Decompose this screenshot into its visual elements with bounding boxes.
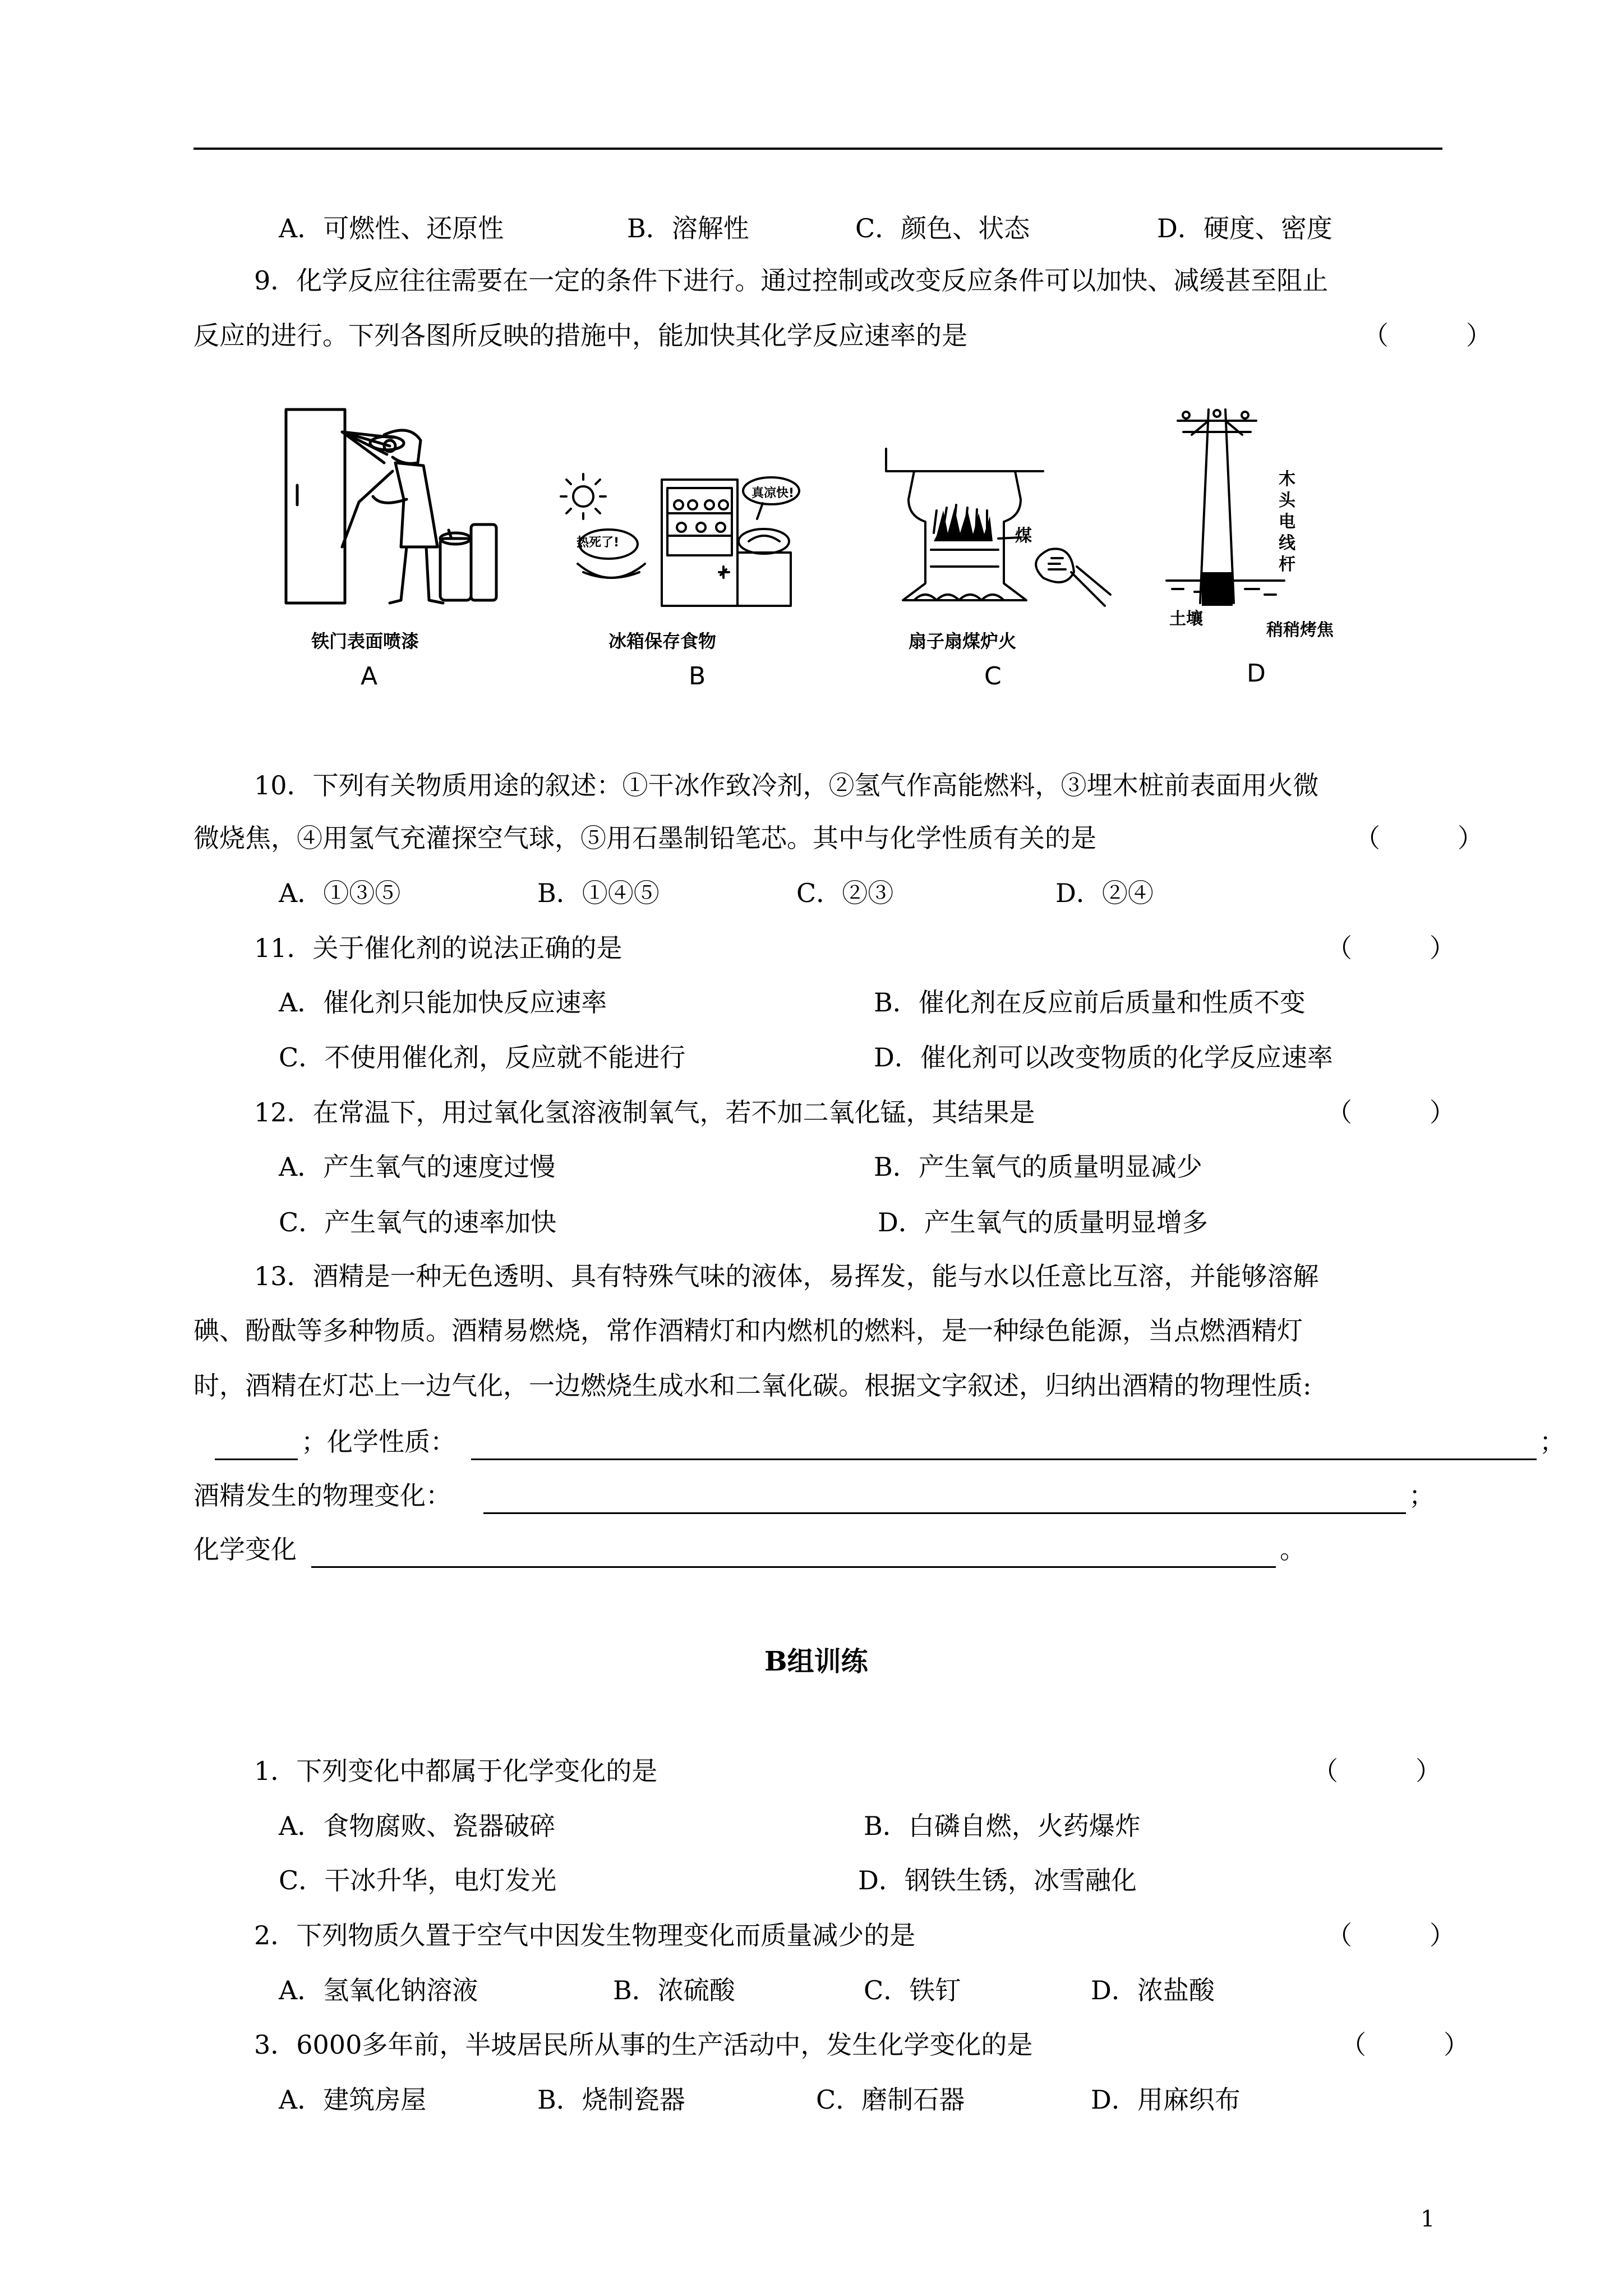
- q10-answer-paren: （ ）: [1354, 823, 1483, 853]
- figure-d-pole-label: 木头电线杆: [1279, 470, 1295, 574]
- b1-answer-paren: （ ）: [1312, 1756, 1441, 1786]
- q11-option-c: C．不使用催化剂，反应就不能进行: [279, 1042, 686, 1073]
- figure-b-caption: 冰箱保存食物: [608, 631, 717, 652]
- q13-chemical-property-label: ；化学性质：: [301, 1427, 456, 1457]
- q11-stem: 11．关于催化剂的说法正确的是: [254, 933, 623, 963]
- figure-c-caption: 扇子扇煤炉火: [909, 631, 1017, 652]
- header-rule: [193, 148, 1442, 150]
- q10-option-a: A．①③⑤: [279, 878, 401, 908]
- section-b-title: B组训练: [764, 1646, 868, 1677]
- q13-semicolon-1: ；: [1539, 1427, 1565, 1457]
- figure-a-letter: A: [361, 662, 378, 691]
- figure-b-bubble-hot: 热死了!: [577, 536, 620, 550]
- b1-option-d: D．钢铁生锈，冰雪融化: [858, 1865, 1137, 1895]
- figure-b-bubble-cool: 真凉快!: [751, 486, 795, 500]
- q10-option-b: B．①④⑤: [537, 878, 660, 908]
- b2-answer-paren: （ ）: [1326, 1920, 1455, 1950]
- q8-option-c: C．颜色、状态: [855, 213, 1030, 243]
- b1-option-b: B．白磷自燃，火药爆炸: [864, 1811, 1141, 1841]
- q9-answer-paren: （ ）: [1363, 320, 1492, 351]
- q10-option-c: C．②③: [796, 878, 894, 908]
- b3-option-a: A．建筑房屋: [279, 2085, 427, 2115]
- q13-stem-line1: 13．酒精是一种无色透明、具有特殊气味的液体，易挥发，能与水以任意比互溶，并能够溶解: [254, 1261, 1319, 1291]
- page-number: 1: [1421, 2206, 1435, 2232]
- b2-option-a: A．氢氧化钠溶液: [279, 1975, 478, 2005]
- b3-answer-paren: （ ）: [1340, 2030, 1469, 2060]
- q11-option-a: A．催化剂只能加快反应速率: [279, 987, 607, 1018]
- b2-option-b: B．浓硫酸: [613, 1975, 735, 2005]
- q10-stem-line2: 微烧焦，④用氢气充灌探空气球，⑤用石墨制铅笔芯。其中与化学性质有关的是: [193, 823, 1096, 853]
- b1-stem: 1．下列变化中都属于化学变化的是: [254, 1756, 658, 1786]
- figure-d-letter: D: [1247, 659, 1266, 688]
- figure-c-coal-label: 煤: [1015, 526, 1032, 546]
- q10-stem-line1: 10．下列有关物质用途的叙述：①干冰作致冷剂，②氢气作高能燃料，③埋木桩前表面用火微: [254, 770, 1319, 800]
- b1-option-c: C．干冰升华，电灯发光: [279, 1865, 557, 1895]
- q12-stem: 12．在常温下，用过氧化氢溶液制氧气，若不加二氧化锰，其结果是: [254, 1097, 1035, 1128]
- q11-option-b: B．催化剂在反应前后质量和性质不变: [874, 987, 1306, 1018]
- figure-a-caption: 铁门表面喷漆: [311, 631, 419, 652]
- figure-c-coal-stove-illustration: [880, 438, 1116, 617]
- b2-option-c: C．铁钉: [864, 1975, 961, 2005]
- q12-answer-paren: （ ）: [1326, 1097, 1455, 1128]
- q13-stem-line3: 时，酒精在灯芯上一边气化，一边燃烧生成水和二氧化碳。根据文字叙述，归纳出酒精的物理性质:: [193, 1370, 1312, 1401]
- b3-option-d: D．用麻织布: [1091, 2085, 1241, 2115]
- figure-d-burnt-label: 稍稍烤焦: [1266, 620, 1334, 640]
- b2-option-d: D．浓盐酸: [1091, 1975, 1215, 2005]
- q10-option-d: D．②④: [1055, 878, 1154, 908]
- q9-stem-line2: 反应的进行。下列各图所反映的措施中，能加快其化学反应速率的是: [193, 320, 967, 351]
- q12-option-b: B．产生氧气的质量明显减少: [874, 1152, 1202, 1182]
- q12-option-c: C．产生氧气的速率加快: [279, 1207, 557, 1237]
- q12-option-a: A．产生氧气的速度过慢: [279, 1152, 556, 1182]
- q13-chemical-change-label: 化学变化: [193, 1534, 297, 1565]
- q8-option-b: B．溶解性: [627, 213, 749, 243]
- q13-stem-line2: 碘、酚酞等多种物质。酒精易燃烧，常作酒精灯和内燃机的燃料，是一种绿色能源，当点燃酒精灯: [193, 1315, 1303, 1346]
- b3-option-b: B．烧制瓷器: [537, 2085, 685, 2115]
- figure-b-letter: B: [689, 662, 706, 691]
- b3-option-c: C．磨制石器: [816, 2085, 965, 2115]
- q9-stem-line1: 9．化学反应往往需要在一定的条件下进行。通过控制或改变反应条件可以加快、减缓甚至阻止: [254, 265, 1329, 296]
- q11-option-d: D．催化剂可以改变物质的化学反应速率: [874, 1042, 1333, 1073]
- b2-stem: 2．下列物质久置于空气中因发生物理变化而质量减少的是: [254, 1920, 916, 1950]
- q8-option-d: D．硬度、密度: [1157, 213, 1332, 243]
- q13-semicolon-2: ；: [1409, 1480, 1435, 1511]
- figure-d-wooden-pole-illustration: [1161, 401, 1290, 625]
- q13-chemical-property-blank: [471, 1458, 1537, 1460]
- q13-physical-change-blank: [483, 1512, 1406, 1514]
- q11-answer-paren: （ ）: [1326, 933, 1455, 963]
- figure-d-soil-label: 土壤: [1169, 609, 1203, 629]
- b1-option-a: A．食物腐败、瓷器破碎: [279, 1811, 556, 1841]
- q12-option-d: D．产生氧气的质量明显增多: [878, 1207, 1208, 1237]
- q13-physical-change-label: 酒精发生的物理变化：: [193, 1480, 451, 1511]
- q13-end-mark: 。: [1280, 1534, 1306, 1565]
- b3-stem: 3．6000多年前，半坡居民所从事的生产活动中，发生化学变化的是: [254, 2030, 1033, 2060]
- q13-chemical-change-blank: [311, 1566, 1276, 1568]
- figure-a-spray-paint-illustration: [275, 401, 499, 614]
- q13-physical-property-blank: [215, 1458, 298, 1460]
- figure-c-letter: C: [984, 662, 1002, 691]
- q8-option-a: A．可燃性、还原性: [279, 213, 504, 243]
